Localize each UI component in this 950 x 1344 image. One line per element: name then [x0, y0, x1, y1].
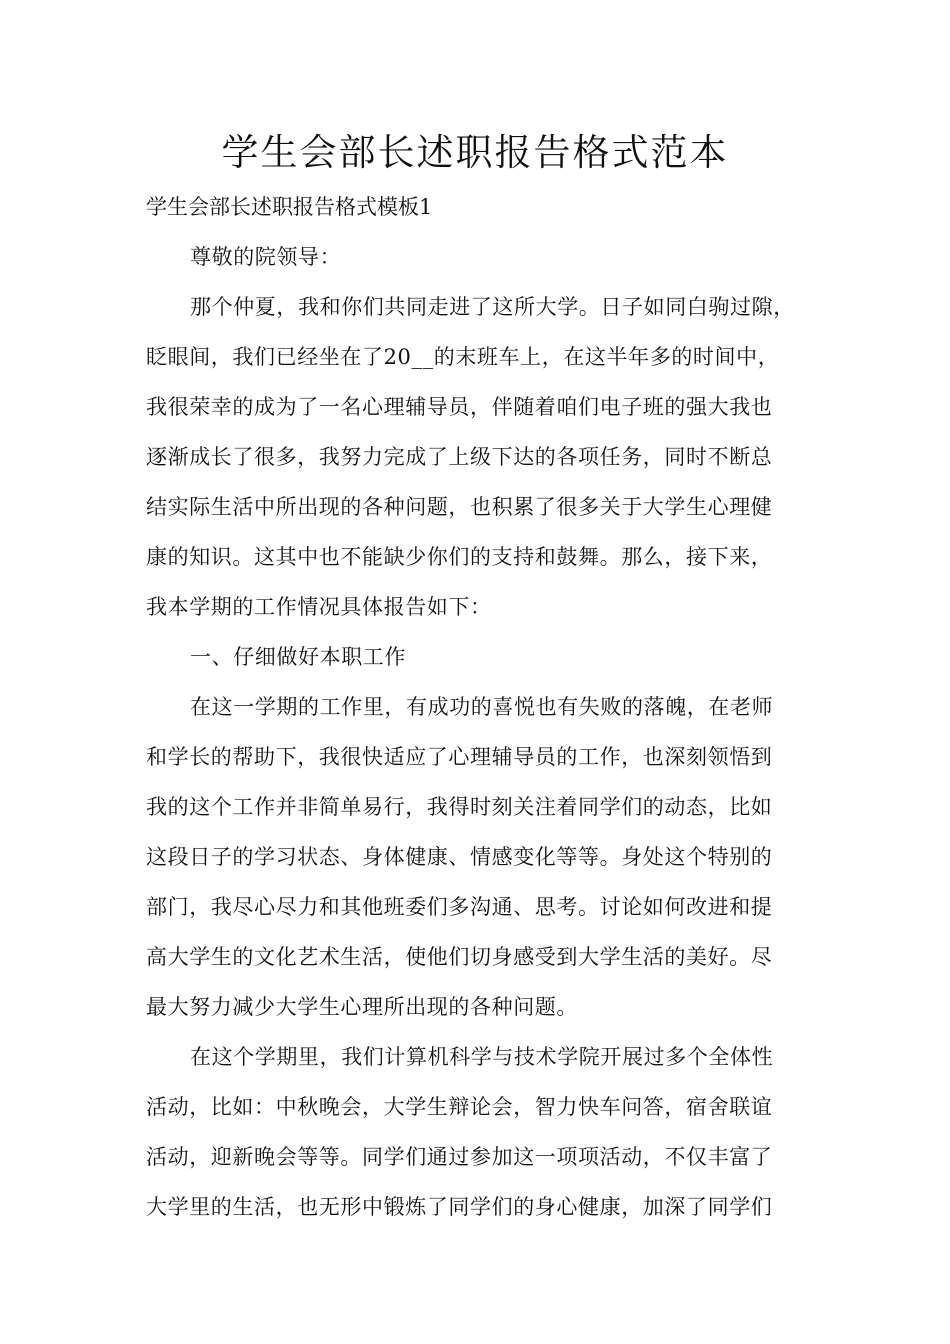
paragraph-line: 活动，比如：中秋晚会，大学生辩论会，智力快车问答，宿舍联谊 — [146, 1095, 773, 1119]
paragraph-line: 高大学生的文化艺术生活，使他们切身感受到大学生活的美好。尽 — [146, 945, 773, 969]
paragraph-line: 我本学期的工作情况具体报告如下： — [146, 595, 492, 619]
paragraph-line: 逐渐成长了很多，我努力完成了上级下达的各项任务，同时不断总 — [146, 445, 773, 469]
section-subtitle: 学生会部长述职报告格式模板1 — [146, 195, 433, 219]
document-title: 学生会部长述职报告格式范本 — [221, 131, 729, 174]
paragraph-line: 我的这个工作并非简单易行，我得时刻关注着同学们的动态，比如 — [146, 795, 773, 819]
paragraph-line: 在这个学期里，我们计算机科学与技术学院开展过多个全体性 — [190, 1045, 774, 1069]
salutation-line: 尊敬的院领导： — [190, 245, 342, 269]
paragraph-line: 康的知识。这其中也不能缺少你们的支持和鼓舞。那么，接下来， — [146, 545, 773, 569]
paragraph-line: 和学长的帮助下，我很快适应了心理辅导员的工作，也深刻领悟到 — [146, 745, 773, 769]
paragraph-line: 最大努力减少大学生心理所出现的各种问题。 — [146, 995, 578, 1019]
paragraph-line: 眨眼间，我们已经坐在了20__的末班车上，在这半年多的时间中， — [146, 345, 780, 369]
paragraph-line: 这段日子的学习状态、身体健康、情感变化等等。身处这个特别的 — [146, 845, 773, 869]
paragraph-line: 在这一学期的工作里，有成功的喜悦也有失败的落魄，在老师 — [190, 695, 774, 719]
document-body — [146, 182, 826, 1232]
section-heading: 一、仔细做好本职工作 — [190, 645, 406, 669]
paragraph-line: 结实际生活中所出现的各种问题，也积累了很多关于大学生心理健 — [146, 495, 773, 519]
paragraph-line: 部门，我尽心尽力和其他班委们多沟通、思考。讨论如何改进和提 — [146, 895, 773, 919]
paragraph-line: 活动，迎新晚会等等。同学们通过参加这一项项活动，不仅丰富了 — [146, 1145, 773, 1169]
paragraph-line: 那个仲夏，我和你们共同走进了这所大学。日子如同白驹过隙， — [190, 295, 795, 319]
paragraph-line: 大学里的生活，也无形中锻炼了同学们的身心健康，加深了同学们 — [146, 1195, 773, 1219]
paragraph-line: 我很荣幸的成为了一名心理辅导员，伴随着咱们电子班的强大我也 — [146, 395, 773, 419]
